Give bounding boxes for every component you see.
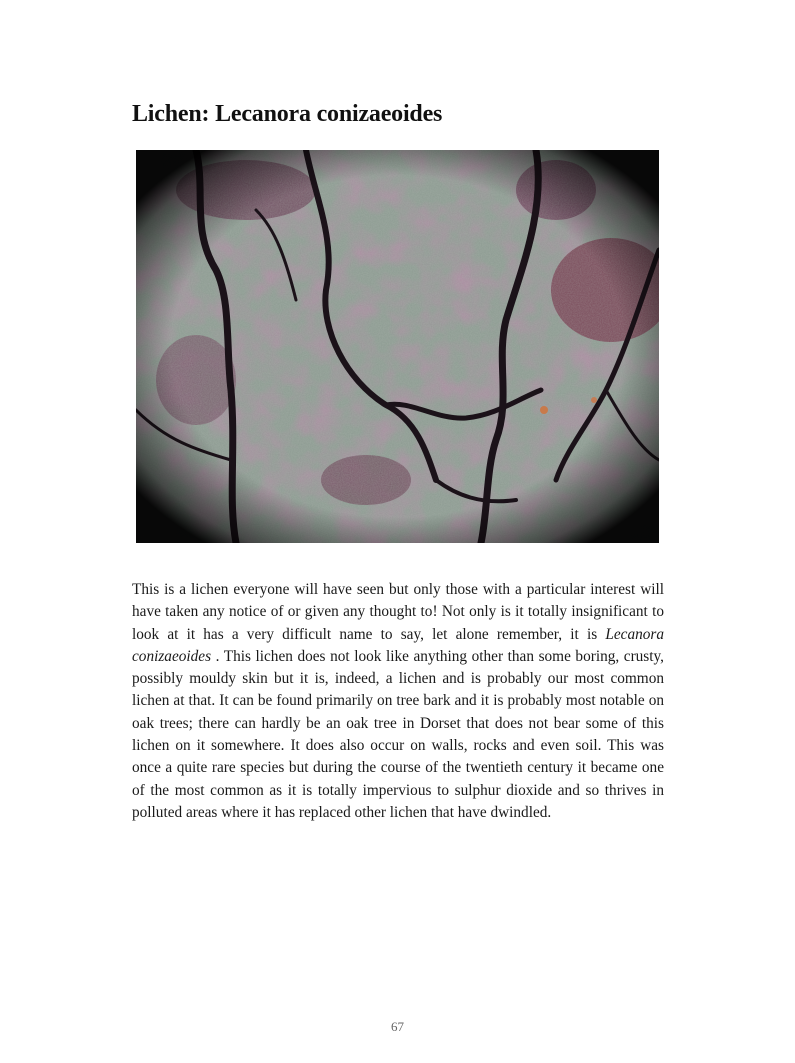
paragraph-text-after: . This lichen does not look like anything other than some boring, crusty, possibly mouldy skin but it is, indeed, a lichen and is probably our most common lichen at that. It can be found primarily on tree bark and it is probably most notable on oak trees; there can hardly be an oak tree in Dorset that does not bear some of this lichen on it somewhere. It does also occur on walls, rocks and even soil. This was once a quite rare species but during the course of the twentieth century it became one of the most common as it is totally impervious to sulphur dioxide and so thrives in polluted areas where it has replaced other lichen that have dwindled. (132, 647, 664, 821)
page-number: 67 (391, 1019, 404, 1034)
species-name: Lecanora conizaeoides (132, 625, 664, 665)
page-title: Lichen: Lecanora conizaeoides (132, 101, 443, 127)
lichen-photo-illustration (136, 150, 659, 543)
body-paragraph (132, 579, 664, 824)
paragraph-text-before: This is a lichen everyone will have seen but only those with a particular interest will have taken any notice of or given any thought to! Not only is it totally insignificant to look at it has a very difficult name to say, let alone remember, it is (132, 581, 664, 643)
lichen-photo (136, 150, 659, 543)
